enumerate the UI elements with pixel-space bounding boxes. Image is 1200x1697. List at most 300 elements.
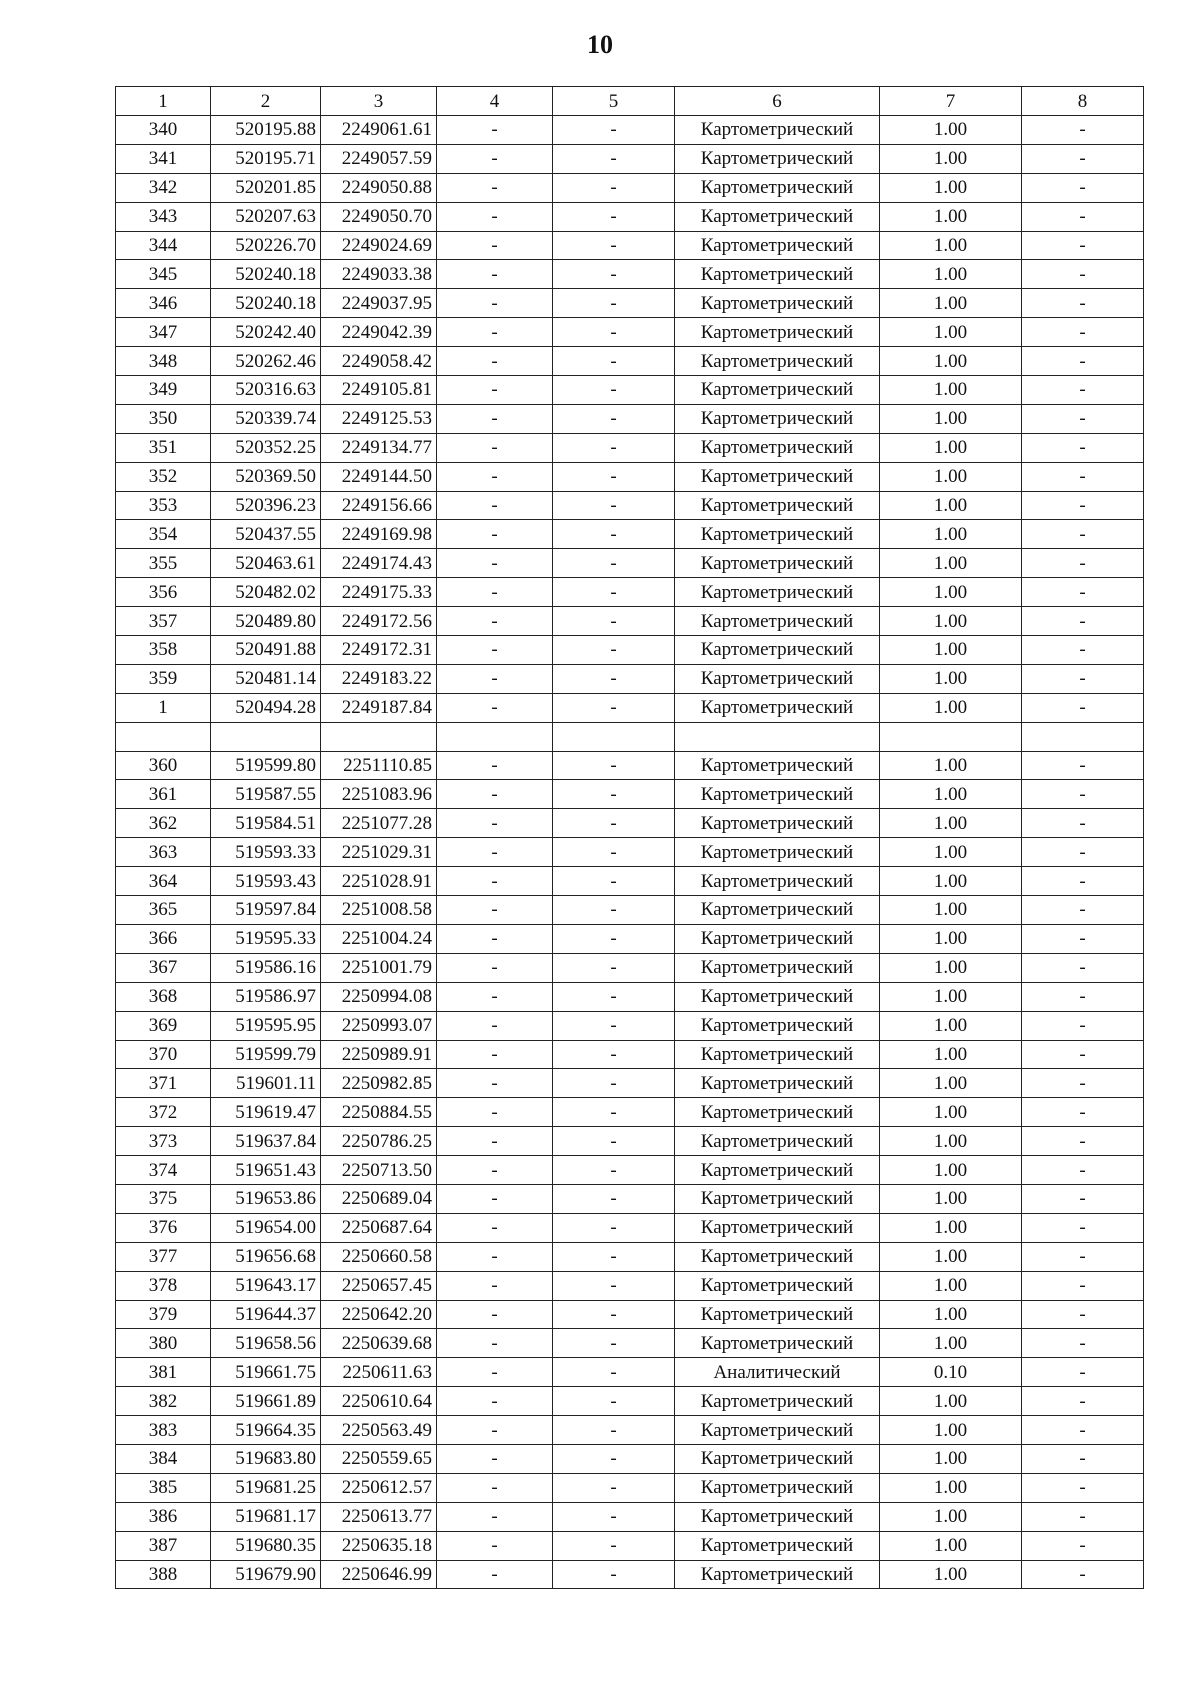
method-cell: Картометрический [675,1416,880,1445]
method-cell: Картометрический [675,1098,880,1127]
page-number: 10 [587,30,613,59]
col5-cell: - [553,318,675,347]
x-coordinate-cell: 519656.68 [211,1242,321,1271]
method-cell: Картометрический [675,1329,880,1358]
point-number-cell: 367 [116,953,211,982]
method-cell: Картометрический [675,953,880,982]
col5-cell: - [553,1300,675,1329]
col5-cell: - [553,1473,675,1502]
col8-cell: - [1022,578,1144,607]
y-coordinate-cell: 2250713.50 [321,1156,437,1185]
table-row [116,607,1144,636]
method-cell: Картометрический [675,520,880,549]
col5-cell: - [553,1156,675,1185]
x-coordinate-cell: 520195.88 [211,116,321,145]
method-cell: Картометрический [675,924,880,953]
y-coordinate-cell: 2250994.08 [321,982,437,1011]
x-coordinate-cell: 520201.85 [211,173,321,202]
x-coordinate-cell: 520339.74 [211,404,321,433]
col4-cell: - [437,1069,553,1098]
method-cell: Картометрический [675,376,880,405]
x-coordinate-cell: 520491.88 [211,636,321,665]
method-cell: Картометрический [675,578,880,607]
x-coordinate-cell: 519587.55 [211,780,321,809]
empty-cell [1022,722,1144,751]
spacer-row [116,722,1144,751]
y-coordinate-cell: 2249172.31 [321,636,437,665]
col8-cell: - [1022,202,1144,231]
col8-cell: - [1022,1098,1144,1127]
method-cell: Картометрический [675,144,880,173]
col8-cell: - [1022,751,1144,780]
coordinates-table [115,86,1144,1589]
col4-cell: - [437,1329,553,1358]
col4-cell: - [437,1156,553,1185]
method-cell: Картометрический [675,1560,880,1589]
col8-cell: - [1022,289,1144,318]
col5-cell: - [553,1271,675,1300]
table-row [116,202,1144,231]
table-row [116,347,1144,376]
point-number-cell: 360 [116,751,211,780]
col8-cell: - [1022,1069,1144,1098]
table-row [116,1069,1144,1098]
x-coordinate-cell: 519661.75 [211,1358,321,1387]
y-coordinate-cell: 2250660.58 [321,1242,437,1271]
x-coordinate-cell: 520195.71 [211,144,321,173]
table-row [116,1444,1144,1473]
col4-cell: - [437,780,553,809]
y-coordinate-cell: 2251001.79 [321,953,437,982]
x-coordinate-cell: 520240.18 [211,260,321,289]
col4-cell: - [437,433,553,462]
accuracy-cell: 1.00 [880,1242,1022,1271]
col4-cell: - [437,1358,553,1387]
col5-cell: - [553,1502,675,1531]
col4-cell: - [437,1271,553,1300]
empty-cell [675,722,880,751]
accuracy-cell: 1.00 [880,1444,1022,1473]
col5-cell: - [553,462,675,491]
col5-cell: - [553,289,675,318]
table-row [116,780,1144,809]
x-coordinate-cell: 520482.02 [211,578,321,607]
y-coordinate-cell: 2251110.85 [321,751,437,780]
col4-cell: - [437,491,553,520]
col8-cell: - [1022,404,1144,433]
x-coordinate-cell: 520369.50 [211,462,321,491]
col8-cell: - [1022,1473,1144,1502]
point-number-cell: 378 [116,1271,211,1300]
col8-cell: - [1022,173,1144,202]
col4-cell: - [437,867,553,896]
column-header: 3 [321,87,437,116]
x-coordinate-cell: 519595.95 [211,1011,321,1040]
y-coordinate-cell: 2249024.69 [321,231,437,260]
col4-cell: - [437,1531,553,1560]
accuracy-cell: 1.00 [880,1011,1022,1040]
column-header: 1 [116,87,211,116]
x-coordinate-cell: 520463.61 [211,549,321,578]
table-row [116,693,1144,722]
accuracy-cell: 1.00 [880,202,1022,231]
col5-cell: - [553,693,675,722]
accuracy-cell: 1.00 [880,1040,1022,1069]
y-coordinate-cell: 2249125.53 [321,404,437,433]
col8-cell: - [1022,549,1144,578]
col4-cell: - [437,1242,553,1271]
col8-cell: - [1022,1040,1144,1069]
y-coordinate-cell: 2249187.84 [321,693,437,722]
y-coordinate-cell: 2250563.49 [321,1416,437,1445]
table-row [116,260,1144,289]
col4-cell: - [437,404,553,433]
x-coordinate-cell: 520316.63 [211,376,321,405]
point-number-cell: 344 [116,231,211,260]
col4-cell: - [437,376,553,405]
point-number-cell: 373 [116,1127,211,1156]
method-cell: Картометрический [675,1271,880,1300]
y-coordinate-cell: 2251083.96 [321,780,437,809]
table-row [116,1560,1144,1589]
point-number-cell: 351 [116,433,211,462]
col4-cell: - [437,173,553,202]
point-number-cell: 386 [116,1502,211,1531]
method-cell: Картометрический [675,1156,880,1185]
method-cell: Картометрический [675,1040,880,1069]
table-row [116,1387,1144,1416]
col8-cell: - [1022,1011,1144,1040]
x-coordinate-cell: 519586.97 [211,982,321,1011]
method-cell: Картометрический [675,809,880,838]
col8-cell: - [1022,231,1144,260]
accuracy-cell: 1.00 [880,1329,1022,1358]
y-coordinate-cell: 2249105.81 [321,376,437,405]
col5-cell: - [553,1213,675,1242]
col8-cell: - [1022,1560,1144,1589]
table-row [116,520,1144,549]
point-number-cell: 341 [116,144,211,173]
y-coordinate-cell: 2249183.22 [321,664,437,693]
point-number-cell: 348 [116,347,211,376]
accuracy-cell: 1.00 [880,433,1022,462]
point-number-cell: 345 [116,260,211,289]
y-coordinate-cell: 2249174.43 [321,549,437,578]
col5-cell: - [553,173,675,202]
x-coordinate-cell: 519584.51 [211,809,321,838]
method-cell: Картометрический [675,1127,880,1156]
method-cell: Картометрический [675,1387,880,1416]
table-body [116,87,1144,1589]
col5-cell: - [553,1069,675,1098]
table-row [116,1242,1144,1271]
x-coordinate-cell: 519586.16 [211,953,321,982]
x-coordinate-cell: 520481.14 [211,664,321,693]
y-coordinate-cell: 2251008.58 [321,896,437,925]
method-cell: Картометрический [675,1011,880,1040]
x-coordinate-cell: 519597.84 [211,896,321,925]
table-row [116,116,1144,145]
col5-cell: - [553,838,675,867]
x-coordinate-cell: 520242.40 [211,318,321,347]
method-cell: Картометрический [675,838,880,867]
col4-cell: - [437,1387,553,1416]
col8-cell: - [1022,664,1144,693]
table-row [116,549,1144,578]
table-row [116,462,1144,491]
point-number-cell: 385 [116,1473,211,1502]
point-number-cell: 369 [116,1011,211,1040]
col8-cell: - [1022,1156,1144,1185]
accuracy-cell: 1.00 [880,1502,1022,1531]
col4-cell: - [437,982,553,1011]
table-row [116,1416,1144,1445]
point-number-cell: 346 [116,289,211,318]
y-coordinate-cell: 2250646.99 [321,1560,437,1589]
col4-cell: - [437,838,553,867]
x-coordinate-cell: 519595.33 [211,924,321,953]
table-row [116,1473,1144,1502]
point-number-cell: 377 [116,1242,211,1271]
y-coordinate-cell: 2249175.33 [321,578,437,607]
y-coordinate-cell: 2249169.98 [321,520,437,549]
table-row [116,173,1144,202]
accuracy-cell: 1.00 [880,318,1022,347]
accuracy-cell: 1.00 [880,549,1022,578]
y-coordinate-cell: 2250642.20 [321,1300,437,1329]
col8-cell: - [1022,491,1144,520]
x-coordinate-cell: 519599.80 [211,751,321,780]
x-coordinate-cell: 519593.33 [211,838,321,867]
accuracy-cell: 1.00 [880,1098,1022,1127]
accuracy-cell: 1.00 [880,1473,1022,1502]
y-coordinate-cell: 2249156.66 [321,491,437,520]
x-coordinate-cell: 519637.84 [211,1127,321,1156]
col5-cell: - [553,1387,675,1416]
point-number-cell: 364 [116,867,211,896]
y-coordinate-cell: 2249134.77 [321,433,437,462]
col8-cell: - [1022,1271,1144,1300]
point-number-cell: 347 [116,318,211,347]
table-row [116,1184,1144,1213]
table-row [116,491,1144,520]
accuracy-cell: 1.00 [880,693,1022,722]
accuracy-cell: 1.00 [880,578,1022,607]
method-cell: Картометрический [675,896,880,925]
x-coordinate-cell: 520494.28 [211,693,321,722]
accuracy-cell: 1.00 [880,1184,1022,1213]
column-header: 8 [1022,87,1144,116]
col5-cell: - [553,1416,675,1445]
accuracy-cell: 1.00 [880,1300,1022,1329]
col5-cell: - [553,433,675,462]
point-number-cell: 370 [116,1040,211,1069]
col5-cell: - [553,982,675,1011]
y-coordinate-cell: 2250559.65 [321,1444,437,1473]
col5-cell: - [553,809,675,838]
col5-cell: - [553,1242,675,1271]
point-number-cell: 365 [116,896,211,925]
y-coordinate-cell: 2249037.95 [321,289,437,318]
col4-cell: - [437,1127,553,1156]
table-row [116,838,1144,867]
empty-cell [553,722,675,751]
col4-cell: - [437,1560,553,1589]
col4-cell: - [437,809,553,838]
accuracy-cell: 1.00 [880,1127,1022,1156]
col8-cell: - [1022,838,1144,867]
col8-cell: - [1022,116,1144,145]
table-row [116,433,1144,462]
col5-cell: - [553,1098,675,1127]
table-row [116,1358,1144,1387]
table-row [116,231,1144,260]
table-row [116,144,1144,173]
accuracy-cell: 1.00 [880,260,1022,289]
y-coordinate-cell: 2250687.64 [321,1213,437,1242]
col5-cell: - [553,1531,675,1560]
table-row [116,404,1144,433]
accuracy-cell: 1.00 [880,809,1022,838]
col4-cell: - [437,462,553,491]
point-number-cell: 372 [116,1098,211,1127]
col5-cell: - [553,751,675,780]
method-cell: Картометрический [675,1184,880,1213]
col5-cell: - [553,664,675,693]
col4-cell: - [437,1213,553,1242]
col4-cell: - [437,1300,553,1329]
y-coordinate-cell: 2250612.57 [321,1473,437,1502]
x-coordinate-cell: 519619.47 [211,1098,321,1127]
point-number-cell: 358 [116,636,211,665]
empty-cell [211,722,321,751]
point-number-cell: 1 [116,693,211,722]
col4-cell: - [437,116,553,145]
method-cell: Картометрический [675,607,880,636]
y-coordinate-cell: 2249057.59 [321,144,437,173]
point-number-cell: 350 [116,404,211,433]
column-header: 6 [675,87,880,116]
method-cell: Картометрический [675,549,880,578]
accuracy-cell: 1.00 [880,1156,1022,1185]
col8-cell: - [1022,520,1144,549]
accuracy-cell: 1.00 [880,1560,1022,1589]
col4-cell: - [437,953,553,982]
table-row [116,578,1144,607]
col4-cell: - [437,520,553,549]
col8-cell: - [1022,607,1144,636]
col8-cell: - [1022,780,1144,809]
x-coordinate-cell: 519679.90 [211,1560,321,1589]
y-coordinate-cell: 2250611.63 [321,1358,437,1387]
table-row [116,318,1144,347]
column-header: 7 [880,87,1022,116]
col5-cell: - [553,1329,675,1358]
method-cell: Аналитический [675,1358,880,1387]
method-cell: Картометрический [675,1300,880,1329]
table-row [116,1098,1144,1127]
col5-cell: - [553,867,675,896]
accuracy-cell: 1.00 [880,636,1022,665]
method-cell: Картометрический [675,1473,880,1502]
col8-cell: - [1022,953,1144,982]
col4-cell: - [437,549,553,578]
y-coordinate-cell: 2249061.61 [321,116,437,145]
x-coordinate-cell: 520207.63 [211,202,321,231]
column-header: 4 [437,87,553,116]
y-coordinate-cell: 2251029.31 [321,838,437,867]
table-row [116,1502,1144,1531]
table-row [116,924,1144,953]
col8-cell: - [1022,1358,1144,1387]
col5-cell: - [553,1127,675,1156]
y-coordinate-cell: 2249144.50 [321,462,437,491]
col5-cell: - [553,607,675,636]
col5-cell: - [553,376,675,405]
table-row [116,1271,1144,1300]
col4-cell: - [437,1444,553,1473]
col5-cell: - [553,1358,675,1387]
col4-cell: - [437,1098,553,1127]
col5-cell: - [553,491,675,520]
x-coordinate-cell: 520437.55 [211,520,321,549]
method-cell: Картометрический [675,867,880,896]
y-coordinate-cell: 2250635.18 [321,1531,437,1560]
point-number-cell: 375 [116,1184,211,1213]
y-coordinate-cell: 2249042.39 [321,318,437,347]
point-number-cell: 363 [116,838,211,867]
x-coordinate-cell: 519599.79 [211,1040,321,1069]
accuracy-cell: 1.00 [880,116,1022,145]
col8-cell: - [1022,1127,1144,1156]
col5-cell: - [553,404,675,433]
y-coordinate-cell: 2250786.25 [321,1127,437,1156]
col5-cell: - [553,1011,675,1040]
col8-cell: - [1022,1242,1144,1271]
accuracy-cell: 1.00 [880,780,1022,809]
method-cell: Картометрический [675,982,880,1011]
accuracy-cell: 1.00 [880,144,1022,173]
accuracy-cell: 1.00 [880,1531,1022,1560]
point-number-cell: 379 [116,1300,211,1329]
col8-cell: - [1022,924,1144,953]
col8-cell: - [1022,1300,1144,1329]
point-number-cell: 381 [116,1358,211,1387]
table-header-row [116,87,1144,116]
y-coordinate-cell: 2250982.85 [321,1069,437,1098]
point-number-cell: 361 [116,780,211,809]
x-coordinate-cell: 519681.25 [211,1473,321,1502]
method-cell: Картометрический [675,289,880,318]
accuracy-cell: 1.00 [880,289,1022,318]
col5-cell: - [553,549,675,578]
col4-cell: - [437,144,553,173]
column-header: 2 [211,87,321,116]
col4-cell: - [437,202,553,231]
x-coordinate-cell: 519683.80 [211,1444,321,1473]
method-cell: Картометрический [675,1531,880,1560]
point-number-cell: 382 [116,1387,211,1416]
y-coordinate-cell: 2250989.91 [321,1040,437,1069]
point-number-cell: 359 [116,664,211,693]
col8-cell: - [1022,1329,1144,1358]
method-cell: Картометрический [675,202,880,231]
y-coordinate-cell: 2249033.38 [321,260,437,289]
col5-cell: - [553,1444,675,1473]
accuracy-cell: 1.00 [880,1213,1022,1242]
y-coordinate-cell: 2249058.42 [321,347,437,376]
col8-cell: - [1022,1213,1144,1242]
